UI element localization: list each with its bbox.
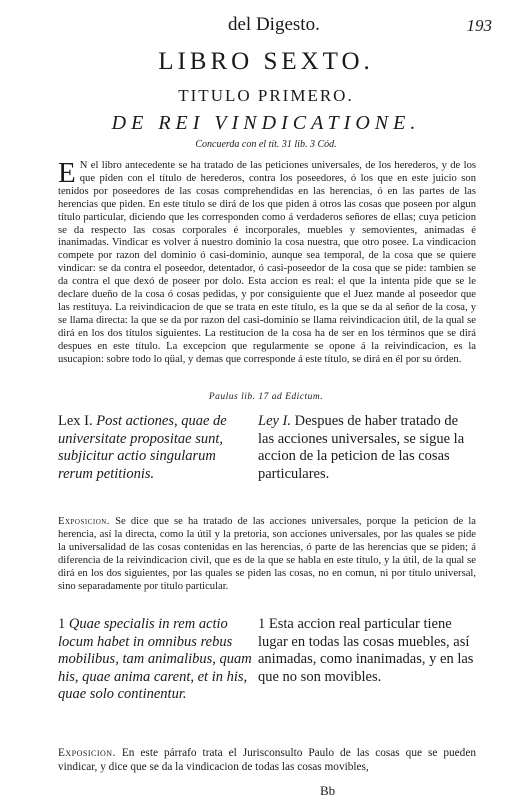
- exposicion-label: Exposicion.: [58, 516, 110, 527]
- section-spanish-column: [258, 616, 476, 686]
- section-spanish-text: Esta accion real particular tiene lugar en todas las cosas muebles, así animadas, como inanimadas, y en las que no son movibles.: [258, 616, 474, 685]
- intro-paragraph: [58, 157, 476, 367]
- ley-spanish-text: Despues de haber tratado de las acciones universales, se sigue la accion de la peticion de las cosas particulares.: [258, 413, 465, 482]
- ley-spanish-label: Ley I.: [258, 413, 292, 429]
- drop-cap: E: [58, 157, 76, 189]
- attribution: Paulus lib. 17 ad Edictum.: [208, 392, 324, 402]
- exposicion-text: En este párrafo trata el Jurisconsulto Paulo de las cosas que se pueden vindicar, y dice que se da la vindicacion de todas las cosas movibles,: [58, 747, 476, 773]
- section-latin-column: [58, 616, 254, 704]
- exposicion-paragraph-2: [58, 746, 476, 774]
- lex-latin-column: [58, 413, 254, 483]
- running-head: [0, 14, 532, 38]
- section-spanish-number: 1: [258, 616, 266, 632]
- intro-text: N el libro antecedente se ha tratado de las peticiones universales, de los herederos, y de los que piden con el título de herederos, contra los poseedores, ó los que en este juicio son tenidos por poseedores de las cosas comprehendidas en las herencias, ó en las partes de las herencias que piden. En este título se dirá de los que piden á otros las cosas que poseen por algun título particular, diciendo que les corresponden como á verdaderos señores de ellas; cuya peticion se da respecto las cosas corporales é incorporales, muebles y semovientes, animadas é inanimadas. Vindicar es volver á nuestro dominio la cosa nuestra, que otro posee. La vindicacion compete por razon del dominio ó casi-dominio, aunque sea temporal, de la cosa que se quiere vindicar: se da contra el poseedor, detentador, ó casi-poseedor de la cosa que se pide: tambien se da contra el que dexó de poseer por dolo. Esta accion es real: el que la intenta pide que se le declare dueño de la cosa ó cosas pedidas, y por consiguiente que el Juez mande al poseedor que las restituya. La reivindicacion de que se trata en este título, es la que se da al señor de la cosa, y se llama directa: la que se da por razon del casi-dominio se llama reivindicacion útil, de la qual se dirá en los dos títulos siguientes. La restitucion de la cosa ha de ser en los términos que se dirá despues en este título. La excepcion que regularmente se opone á la reivindicacion, es la usucapion: sobre todo lo qüal, y demas que corresponde á este título, se dirá en él por su órden.: [58, 160, 476, 365]
- titulo-heading: TITULO PRIMERO.: [178, 86, 354, 105]
- signature-mark: Bb: [320, 783, 336, 798]
- exposicion-label: Exposicion.: [58, 747, 116, 759]
- rubric-heading: DE REI VINDICATIONE.: [111, 112, 421, 134]
- ley-spanish-column: [258, 413, 476, 483]
- exposicion-paragraph-1: [58, 516, 476, 593]
- lex-latin-text: Post actiones, quae de universitate propositae sunt, subjicitur actio singularum rerum petitionis.: [58, 413, 227, 482]
- running-title: del Digesto.: [228, 14, 320, 35]
- lex-latin-label: Lex I.: [58, 413, 93, 429]
- exposicion-text: Se dice que se ha tratado de las acciones universales, porque la peticion de la herencia, así la directa, como la útil y la pretoria, son acciones universales, por las quales se pide la universalidad de las cosas contenidas en las herencias, ó parte de las herencias que se piden; á diferencia de la reivindicacion civil, que es de la que se habla en este título, y la útil, de la qual se dirá en los dos siguientes, por las quales se piden las cosas, no en comun, ni por título universal, sino separadamente por título particular.: [58, 516, 477, 592]
- concordance-note: Concuerda con el tít. 31 lib. 3 Cód.: [195, 139, 337, 150]
- book-title: LIBRO SEXTO.: [158, 48, 374, 75]
- section-latin-number: 1: [58, 616, 66, 632]
- section-latin-text: Quae specialis in rem actio locum habet in omnibus rebus mobilibus, tam animalibus, quam his, quae anima carent, et in his, quae solo continentur.: [58, 616, 252, 702]
- page-number: 193: [466, 16, 492, 35]
